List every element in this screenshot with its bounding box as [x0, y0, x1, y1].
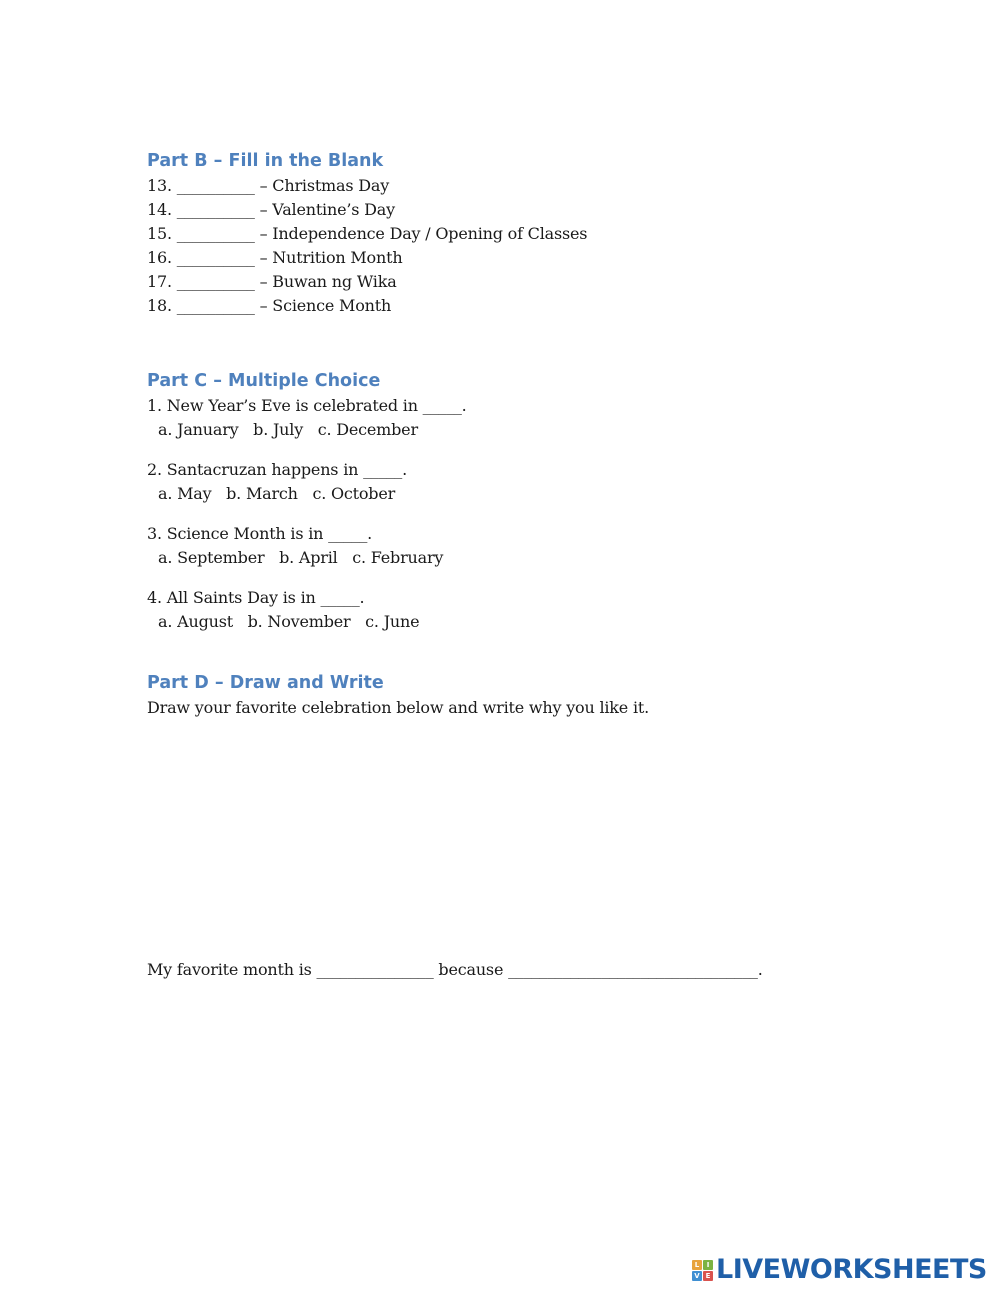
liveworksheets-logo[interactable]: [692, 1254, 992, 1286]
question-text: 1. New Year’s Eve is celebrated in _____.: [147, 396, 467, 415]
section-gap: [147, 318, 947, 368]
fill-blank-item: 13. __________ – Christmas Day: [147, 176, 390, 195]
fill-blank-item: 17. __________ – Buwan ng Wika: [147, 272, 397, 291]
question-options: a. January b. July c. December: [158, 420, 418, 439]
question-block: [147, 394, 947, 442]
section-gap: [147, 634, 947, 670]
question-options: a. August b. November c. June: [158, 612, 420, 631]
part-d-heading: Part D – Draw and Write: [147, 673, 384, 693]
fill-blank-item: 18. __________ – Science Month: [147, 296, 392, 315]
logo-tile: L: [692, 1260, 702, 1270]
question-block: [147, 522, 947, 570]
question-text: 2. Santacruzan happens in _____.: [147, 460, 407, 479]
question-options: a. September b. April c. February: [158, 548, 444, 567]
drawing-area[interactable]: [147, 720, 947, 958]
fill-blank-item: 16. __________ – Nutrition Month: [147, 248, 403, 267]
logo-tile: V: [692, 1271, 702, 1281]
part-c-questions: [147, 394, 947, 634]
fill-blank-item: 14. __________ – Valentine’s Day: [147, 200, 395, 219]
question-text: 3. Science Month is in _____.: [147, 524, 373, 543]
fill-blank-item: 15. __________ – Independence Day / Opening of Classes: [147, 224, 588, 243]
logo-tile: E: [703, 1271, 713, 1281]
question-options: a. May b. March c. October: [158, 484, 396, 503]
part-b-list: [147, 174, 947, 318]
logo-tiles-icon: [692, 1260, 713, 1281]
question-block: [147, 458, 947, 506]
question-text: 4. All Saints Day is in _____.: [147, 588, 365, 607]
worksheet-page: [147, 148, 947, 982]
part-b-heading: Part B – Fill in the Blank: [147, 151, 384, 171]
logo-tile: I: [703, 1260, 713, 1270]
part-d-instruction: Draw your favorite celebration below and write why you like it.: [147, 698, 649, 717]
part-c-heading: Part C – Multiple Choice: [147, 371, 381, 391]
logo-text: LIVEWORKSHEETS: [716, 1254, 987, 1285]
question-block: [147, 586, 947, 634]
favorite-month-sentence: My favorite month is _______________ because ________________________________.: [147, 960, 763, 979]
